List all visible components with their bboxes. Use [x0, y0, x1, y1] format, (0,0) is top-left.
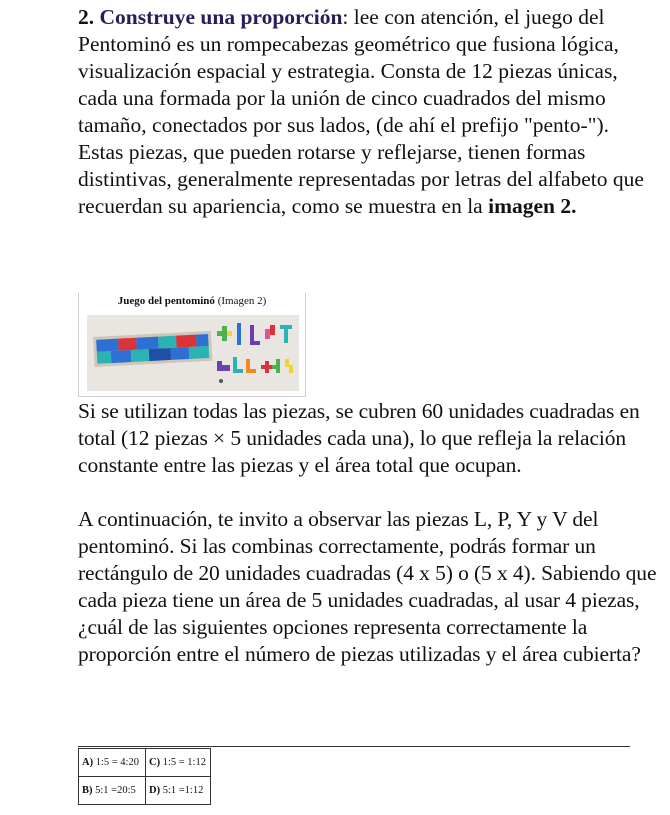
divider-line: [78, 746, 630, 747]
paragraph-total-area: Si se utilizan todas las piezas, se cubren 60 unidades cuadradas en total (12 piezas × 5 unidades cada una), lo que refleja la relación constante entre las piezas y el área total que ocupan.: [78, 399, 640, 477]
option-d-text: 5:1 =1:12: [162, 785, 204, 796]
paragraph-question: A continuación, te invito a observar las piezas L, P, Y y V del pentominó. Si las combinas correctamente, podrás formar un rectángulo de 20 unidades cuadradas (4 x 5) o (5 x 4). Sabiendo que cada pieza tiene un área de 5 unidades cuadradas, al usar 4 piezas, ¿cuál de las siguientes opciones representa correctamente la proporción entre el número de piezas utilizadas y el área cubierta?: [78, 507, 657, 666]
question-title: Construye una proporción: [99, 5, 343, 29]
option-b[interactable]: [79, 777, 146, 805]
pentomino-figure: [78, 293, 306, 397]
option-b-text: 5:1 =20:5: [95, 785, 136, 796]
figure-caption-bold: Juego del pentominó: [117, 295, 215, 307]
option-c[interactable]: [146, 749, 211, 777]
question-number: 2.: [78, 5, 95, 29]
options-row: [79, 749, 211, 777]
intro-image-ref: imagen 2.: [488, 194, 577, 218]
option-a[interactable]: [79, 749, 146, 777]
figure-caption: [79, 295, 305, 308]
option-a-letter: A): [82, 757, 94, 768]
option-d[interactable]: [146, 777, 211, 805]
pentomino-board: [93, 331, 212, 367]
answer-options-table: [78, 748, 211, 805]
option-c-text: 1:5 = 1:12: [162, 757, 206, 768]
pentomino-image: [87, 315, 299, 391]
option-d-letter: D): [149, 785, 161, 796]
option-a-text: 1:5 = 4:20: [95, 757, 139, 768]
options-row: [79, 777, 211, 805]
intro-text: : lee con atención, el juego del Pentominó es un rompecabezas geométrico que fusiona lógica, visualización espacial y estrategia. Consta de 12 piezas únicas, cada una formada por la unión de cinco cuadrados del mismo tamaño, conectados por sus lados, (de ahí el prefijo "pento-"). Estas piezas, que pueden rotarse y reflejarse, tienen formas distintivas, generalmente representadas por letras del alfabeto que recuerdan su apariencia, como se muestra en la: [78, 5, 644, 218]
option-b-letter: B): [82, 785, 93, 796]
option-c-letter: C): [149, 757, 161, 768]
figure-caption-rest: (Imagen 2): [214, 295, 267, 307]
question-intro: [78, 4, 658, 220]
